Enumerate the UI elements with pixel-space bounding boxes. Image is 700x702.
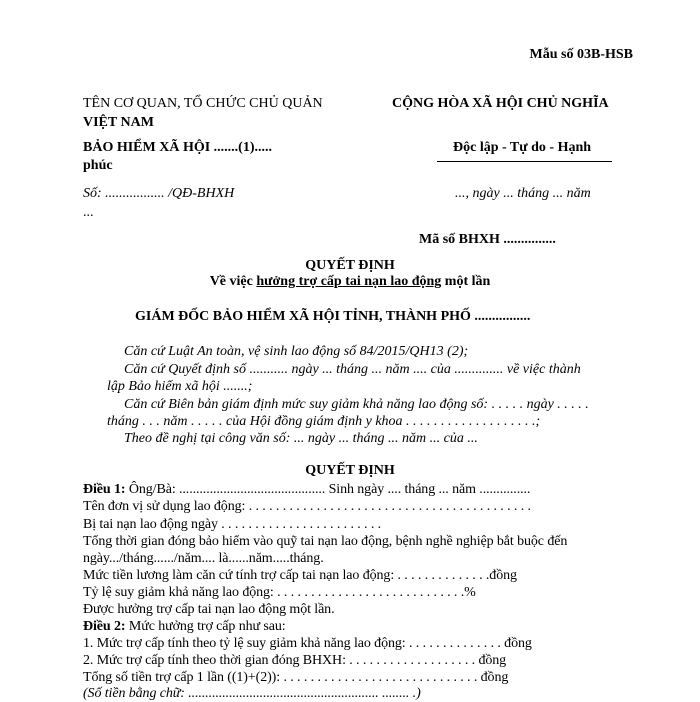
article1-label: Điều 1:: [83, 482, 126, 497]
article1-name-line: Ông/Bà: ........................................... Sinh ngày .... tháng ... năm ...............: [125, 482, 531, 497]
form-code: Mẫu số 03B-HSB: [529, 47, 633, 62]
article1-period-line1: Tổng thời gian đóng bảo hiểm vào quỹ tai nạn lao động, bệnh nghề nghiệp bắt buộc đến: [83, 534, 568, 549]
decides-title: QUYẾT ĐỊNH: [305, 463, 395, 478]
header-wrap-text: phúc: [83, 158, 113, 173]
decision-title: QUYẾT ĐỊNH: [305, 258, 395, 273]
motto-divider: [437, 161, 612, 162]
article2-label: Điều 2:: [83, 619, 126, 634]
office-name: BẢO HIỂM XÃ HỘI .......(1).....: [83, 140, 272, 155]
article2-in-words: (Số tiền bằng chữ: ........................................................ ........ .): [83, 686, 421, 701]
insurance-code: Mã số BHXH ...............: [419, 232, 556, 247]
basis-decision-cont: lập Bảo hiểm xã hội .......;: [107, 379, 253, 394]
basis-assessment: Căn cứ Biên bản giám định mức suy giảm khả năng lao động số: . . . . . ngày . . . . .: [124, 397, 589, 412]
basis-proposal: Theo đề nghị tại công văn số: ... ngày ... tháng ... năm ... của ...: [124, 431, 478, 446]
decision-subject: [0, 274, 700, 290]
article1-accident-date: Bị tai nạn lao động ngày . . . . . . . . . . . . . . . . . . . . . . . .: [83, 517, 382, 532]
article2-total: Tổng số tiền trợ cấp 1 lần ((1)+(2)): . . . . . . . . . . . . . . . . . . . . . . . . . . . . . đồng: [83, 670, 509, 685]
nation-name: CỘNG HÒA XÃ HỘI CHỦ NGHĨA: [392, 96, 609, 111]
subject-suffix: một lần: [441, 274, 491, 289]
document-number-cont: ...: [83, 205, 94, 220]
agency-name-line2: VIỆT NAM: [83, 115, 154, 130]
subject-prefix: Về việc: [209, 274, 257, 289]
article2-intro-text: Mức hưởng trợ cấp như sau:: [125, 619, 286, 634]
article1-salary-basis: Mức tiền lương làm căn cứ tính trợ cấp tai nạn lao động: . . . . . . . . . . . . . .đồng: [83, 568, 517, 583]
document-number: Số: ................. /QĐ-BHXH: [83, 186, 235, 201]
issue-date: ..., ngày ... tháng ... năm: [455, 186, 591, 201]
agency-name-line1: TÊN CƠ QUAN, TỔ CHỨC CHỦ QUẢN: [83, 96, 323, 111]
article2-item1: 1. Mức trợ cấp tính theo tỷ lệ suy giảm khả năng lao động: . . . . . . . . . . . . . . đồng: [83, 636, 532, 651]
subject-underlined: hưởng trợ cấp tai nạn lao động: [256, 274, 442, 289]
article1-person: [83, 482, 530, 498]
article2-item2: 2. Mức trợ cấp tính theo thời gian đóng BHXH: . . . . . . . . . . . . . . . . . . . đồng: [83, 653, 507, 668]
article1-entitled: Được hưởng trợ cấp tai nạn lao động một lần.: [83, 602, 335, 617]
article1-period-line2: ngày.../tháng....../năm.... là......năm.....tháng.: [83, 551, 324, 566]
basis-assessment-cont: tháng . . . năm . . . . . của Hội đồng giám định y khoa . . . . . . . . . . . . . . . . . . .;: [107, 414, 541, 429]
national-motto: Độc lập - Tự do - Hạnh: [453, 140, 592, 155]
basis-decision: Căn cứ Quyết định số ........... ngày ... tháng ... năm .... của .............. về việc thành: [124, 362, 581, 377]
article2-intro: [83, 619, 286, 635]
director-heading: GIÁM ĐỐC BẢO HIỂM XÃ HỘI TỈNH, THÀNH PHỐ ................: [135, 309, 531, 324]
article1-impairment: Tỷ lệ suy giảm khả năng lao động: . . . . . . . . . . . . . . . . . . . . . . . . . . . .%: [83, 585, 476, 600]
basis-law: Căn cứ Luật An toàn, vệ sinh lao động số 84/2015/QH13 (2);: [124, 344, 469, 359]
article1-employer: Tên đơn vị sử dụng lao động: . . . . . . . . . . . . . . . . . . . . . . . . . . . . . . . . . . . . . . . . . .: [83, 499, 531, 514]
